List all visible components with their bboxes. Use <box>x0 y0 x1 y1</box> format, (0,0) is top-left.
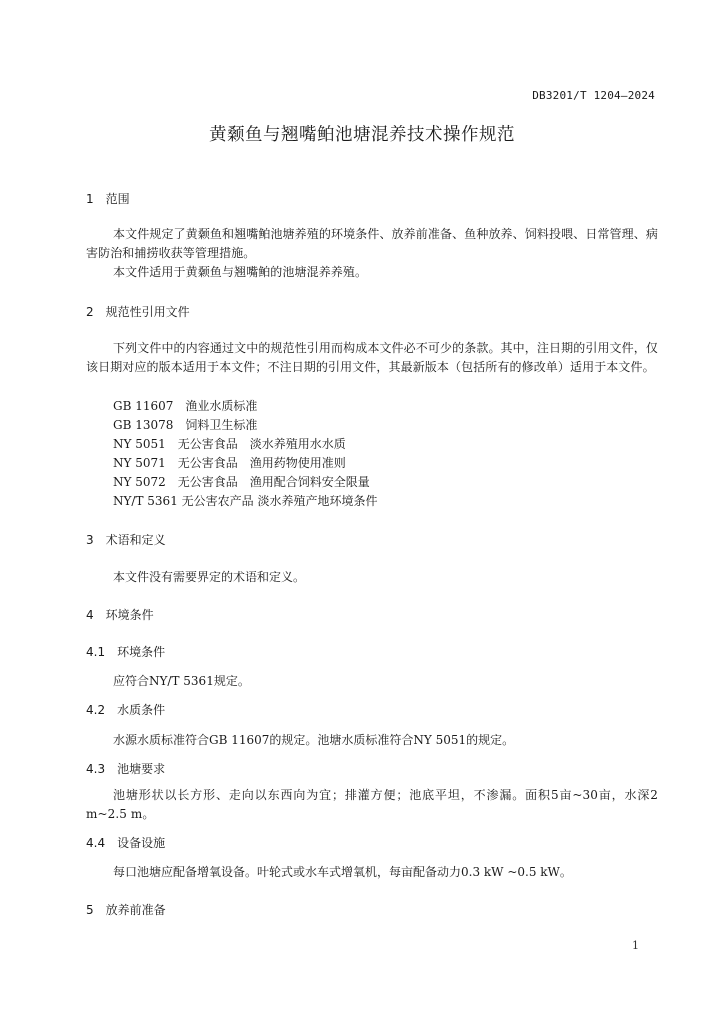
section-4-1-heading <box>86 643 165 660</box>
reference-item: NY 5051 无公害食品 淡水养殖用水水质 <box>113 437 346 451</box>
reference-item: GB 13078 饲料卫生标准 <box>113 418 258 432</box>
section-4-2-paragraph: 水源水质标准符合GB 11607的规定。池塘水质标准符合NY 5051的规定。 <box>113 733 515 747</box>
section-title: 规范性引用文件 <box>105 305 190 319</box>
section-4-4-paragraph: 每口池塘应配备增氧设备。叶轮式或水车式增氧机，每亩配备动力0.3 kW ~0.5 kW。 <box>113 865 572 879</box>
section-1-paragraph-2: 本文件适用于黄颡鱼与翘嘴鲌的池塘混养养殖。 <box>113 265 368 279</box>
section-title: 环境条件 <box>117 645 166 659</box>
section-title: 设备设施 <box>117 836 166 850</box>
section-number: 5 <box>86 903 94 917</box>
section-4-3-heading <box>86 760 165 777</box>
section-title: 水质条件 <box>117 703 166 717</box>
section-number: 4.4 <box>86 836 106 850</box>
document-title: 黄颡鱼与翘嘴鲌池塘混养技术操作规范 <box>209 125 515 145</box>
reference-item: GB 11607 渔业水质标准 <box>113 399 258 413</box>
section-4-4-heading <box>86 834 165 851</box>
section-number: 3 <box>86 533 94 547</box>
section-2-heading <box>86 303 190 320</box>
reference-item: NY 5071 无公害食品 渔用药物使用准则 <box>113 456 346 470</box>
section-title: 术语和定义 <box>105 533 166 547</box>
section-number: 4.3 <box>86 762 106 776</box>
section-number: 4.1 <box>86 645 106 659</box>
section-4-2-heading <box>86 701 165 718</box>
section-2-paragraph-1: 下列文件中的内容通过文中的规范性引用而构成本文件必不可少的条款。其中，注日期的引用文件，仅该日期对应的版本适用于本文件；不注日期的引用文件，其最新版本（包括所有的修改单）适用于本文件。 <box>86 341 658 374</box>
section-title: 池塘要求 <box>117 762 166 776</box>
section-3-paragraph-1: 本文件没有需要界定的术语和定义。 <box>113 570 306 584</box>
section-5-heading <box>86 901 166 918</box>
section-number: 4.2 <box>86 703 106 717</box>
section-number: 1 <box>86 192 94 206</box>
reference-item: NY 5072 无公害食品 渔用配合饲料安全限量 <box>113 475 370 489</box>
section-title: 环境条件 <box>105 608 154 622</box>
section-3-heading <box>86 531 166 548</box>
section-1-heading <box>86 190 130 207</box>
section-number: 2 <box>86 305 94 319</box>
section-number: 4 <box>86 608 94 622</box>
reference-item: NY/T 5361 无公害农产品 淡水养殖产地环境条件 <box>113 494 378 508</box>
standard-code: DB3201/T 1204—2024 <box>532 89 655 102</box>
section-4-heading <box>86 606 154 623</box>
page-number: 1 <box>632 939 639 952</box>
section-4-1-paragraph: 应符合NY/T 5361规定。 <box>113 674 250 688</box>
section-1-paragraph-1: 本文件规定了黄颡鱼和翘嘴鲌池塘养殖的环境条件、放养前准备、鱼种放养、饲料投喂、日常管理、病害防治和捕捞收获等管理措施。 <box>86 227 658 260</box>
section-title: 范围 <box>105 192 130 206</box>
section-title: 放养前准备 <box>105 903 166 917</box>
section-4-3-paragraph: 池塘形状以长方形、走向以东西向为宜；排灌方便；池底平坦，不渗漏。面积5亩~30亩，水深2 m~2.5 m。 <box>86 788 658 821</box>
